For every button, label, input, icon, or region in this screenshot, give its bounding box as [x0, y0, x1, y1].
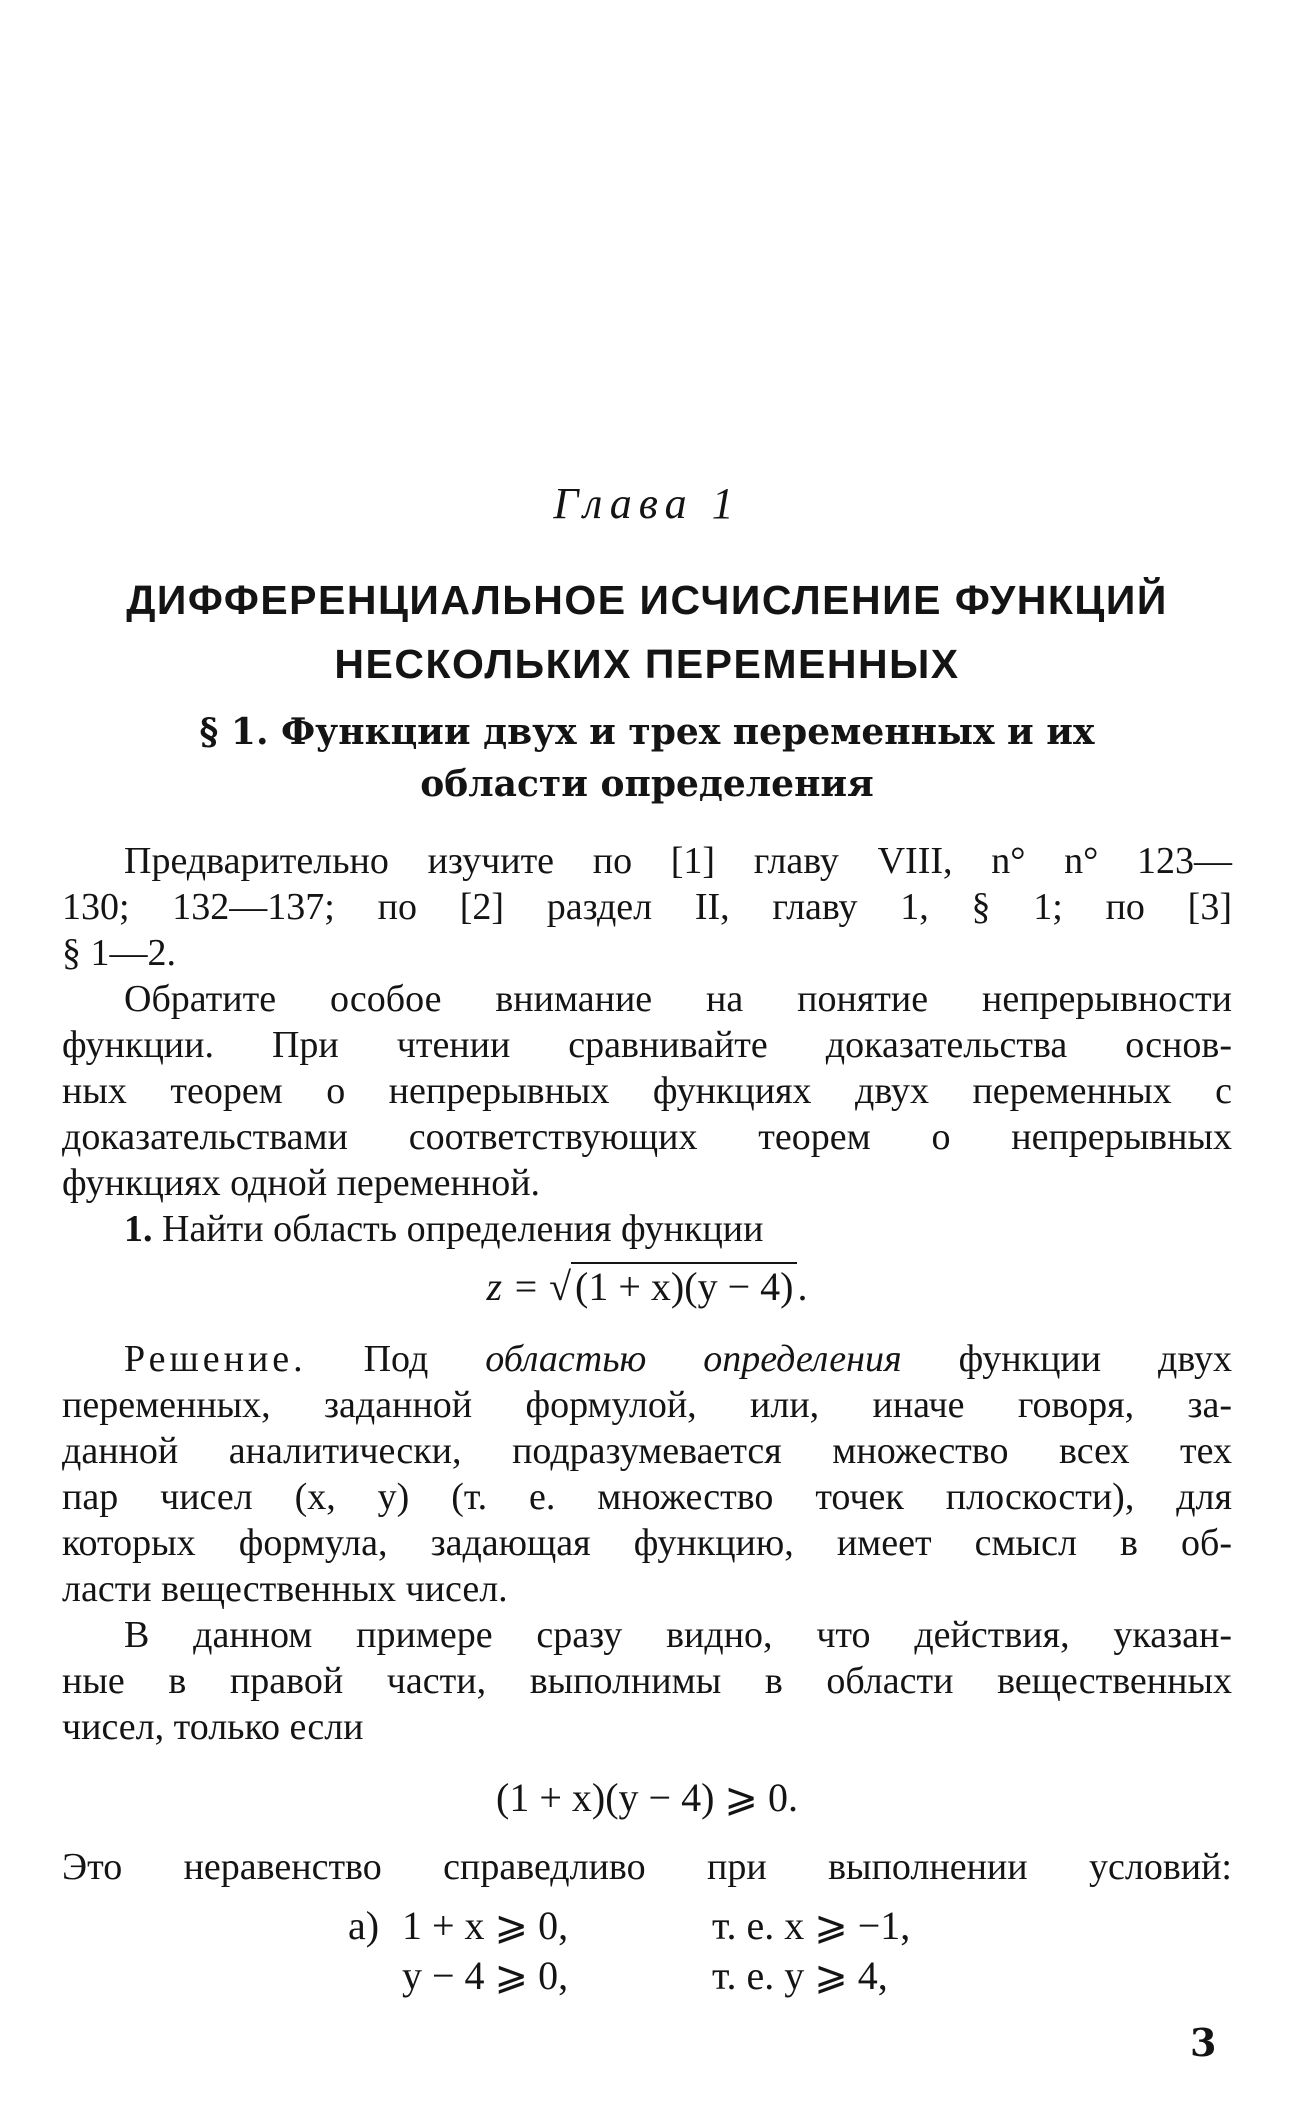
intro-p2-line: доказательствами соответствующих теорем о непрерывных — [62, 1116, 1232, 1158]
condition-1: 1 + x ⩾ 0, — [402, 1903, 569, 1948]
intro-p2-line: функциях одной переменной. — [62, 1162, 541, 1204]
solution-p2-line: ные в правой части, выполнимы в области вещественных — [62, 1660, 1232, 1702]
intro-p1-line: Предварительно изучите по [1] главу VIII, n° n° 123— — [124, 840, 1232, 882]
solution-l1-after: функции двух — [958, 1338, 1233, 1380]
solution-line: данной аналитически, подразумевается множество всех тех — [62, 1430, 1232, 1472]
problem-number: 1. — [124, 1208, 153, 1250]
problem-text: Найти область определения функции — [162, 1208, 764, 1250]
intro-p2-line: ных теорем о непрерывных функциях двух переменных с — [62, 1070, 1232, 1112]
solution-line: которых формула, задающая функцию, имеет смысл в об- — [62, 1522, 1232, 1564]
solution-line: пар чисел (x, y) (т. е. множество точек плоскости), для — [62, 1476, 1232, 1518]
intro-p2-line: Обратите особое внимание на понятие непрерывности — [124, 978, 1232, 1020]
section-title-line-1: § 1. Функции двух и трех переменных и их — [199, 711, 1095, 753]
intro-p1-line: 130; 132—137; по [2] раздел II, главу 1, § 1; по [3] — [62, 886, 1232, 928]
formula-radicand: (1 + x)(y − 4) — [571, 1262, 797, 1310]
radical-sign: √ — [549, 1264, 572, 1309]
condition-2: y − 4 ⩾ 0, — [402, 1953, 569, 1998]
intro-p1-line: § 1—2. — [62, 932, 176, 974]
solution-l1-before: Под — [363, 1338, 429, 1380]
solution-p2-line: чисел, только если — [62, 1706, 364, 1748]
problem-formula — [0, 1262, 1294, 1310]
solution-line: ласти вещественных чисел. — [62, 1568, 508, 1610]
solution-line-1 — [124, 1336, 1232, 1382]
condition-1-result: т. е. x ⩾ −1, — [712, 1903, 911, 1948]
chapter-title-line-2: НЕСКОЛЬКИХ ПЕРЕМЕННЫХ — [334, 641, 960, 687]
solution-p2-line: В данном примере сразу видно, что действия, указан- — [124, 1614, 1232, 1656]
formula-lhs: z = — [486, 1264, 550, 1309]
condition-label: а) — [348, 1903, 380, 1948]
condition-2-result: т. е. y ⩾ 4, — [712, 1953, 888, 1998]
intro-p2-line: функции. При чтении сравнивайте доказательства основ- — [62, 1024, 1232, 1066]
chapter-label: Глава 1 — [553, 479, 741, 528]
formula-end: . — [797, 1264, 808, 1309]
section-title-line-2: области определения — [420, 763, 874, 805]
page-number: 3 — [1190, 2020, 1217, 2065]
problem-statement — [124, 1206, 1232, 1252]
solution-label: Решение. — [124, 1338, 307, 1380]
solution-emphasis: областью определения — [485, 1338, 902, 1380]
inequality-formula: (1 + x)(y − 4) ⩾ 0. — [496, 1775, 798, 1820]
chapter-title-line-1: ДИФФЕРЕНЦИАЛЬНОЕ ИСЧИСЛЕНИЕ ФУНКЦИЙ — [126, 577, 1168, 623]
solution-line: переменных, заданной формулой, или, иначе говоря, за- — [62, 1384, 1232, 1426]
conditions-intro: Это неравенство справедливо при выполнении условий: — [62, 1846, 1232, 1888]
